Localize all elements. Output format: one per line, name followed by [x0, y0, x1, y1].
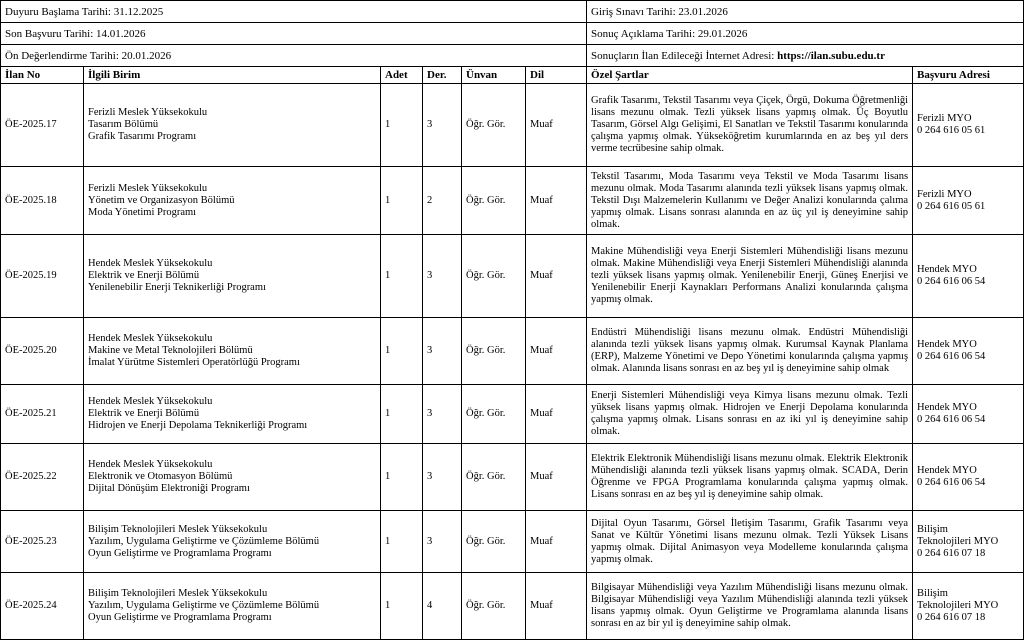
table-row	[1, 235, 1024, 318]
birim-cell	[84, 385, 381, 444]
dil-cell: Muaf	[526, 444, 587, 511]
adres-line: Hendek MYO	[917, 339, 977, 350]
ozel-sartlar-cell: Grafik Tasarımı, Tekstil Tasarımı veya Çiçek, Örgü, Dokuma Öğretmenliği lisans mezunu olmak. Tezli yüksek lisans yapmış olmak. Üç Boyutlu Tasarım, Görsel Algı Gelişimi, El Sanatları ve Tekstil Tasarımı konularında çalışma yapmış olmak. Yükseköğretim kurumlarında en az beş yıl ders verme tecrübesine sahip olmak.	[587, 84, 913, 167]
basvuru-adresi-cell	[913, 444, 1024, 511]
adres-line: 0 264 616 06 54	[917, 414, 986, 425]
ilan-no-cell: ÖE-2025.21	[1, 385, 84, 444]
ilan-no-cell: ÖE-2025.20	[1, 318, 84, 385]
adres-line: Teknolojileri MYO	[917, 535, 999, 547]
birim-line: Hendek Meslek Yüksekokulu	[88, 258, 213, 269]
unvan-cell: Öğr. Gör.	[462, 444, 526, 511]
derece-cell: 4	[423, 573, 462, 640]
adres-line: 0 264 616 06 54	[917, 477, 986, 488]
unvan-cell: Öğr. Gör.	[462, 167, 526, 235]
birim-line: Hendek Meslek Yüksekokulu	[88, 459, 213, 470]
unvan-cell: Öğr. Gör.	[462, 573, 526, 640]
adres-line: 0 264 616 07 18	[917, 547, 986, 559]
birim-line: Oyun Geliştirme ve Programlama Programı	[88, 547, 272, 559]
basvuru-adresi-cell	[913, 235, 1024, 318]
entrance-exam-date: Giriş Sınavı Tarihi: 23.01.2026	[587, 1, 1024, 23]
adet-cell: 1	[381, 573, 423, 640]
basvuru-adresi-cell	[913, 511, 1024, 573]
col-ilan-no: İlan No	[1, 67, 84, 84]
birim-line: Dijital Dönüşüm Elektroniği Programı	[88, 483, 250, 494]
birim-line: Oyun Geliştirme ve Programlama Programı	[88, 612, 272, 623]
birim-cell	[84, 444, 381, 511]
table-row	[1, 385, 1024, 444]
birim-line: Tasarım Bölümü	[88, 119, 159, 130]
unvan-cell: Öğr. Gör.	[462, 318, 526, 385]
birim-line: Grafik Tasarımı Programı	[88, 131, 197, 142]
dil-cell: Muaf	[526, 511, 587, 573]
derece-cell: 3	[423, 318, 462, 385]
derece-cell: 3	[423, 84, 462, 167]
table-row	[1, 444, 1024, 511]
table-row	[1, 511, 1024, 573]
announcement-start-date: Duyuru Başlama Tarihi: 31.12.2025	[1, 1, 587, 23]
derece-cell: 3	[423, 511, 462, 573]
col-birim: İlgili Birim	[84, 67, 381, 84]
adres-line: 0 264 616 06 54	[917, 276, 986, 287]
adet-cell: 1	[381, 84, 423, 167]
birim-line: Elektrik ve Enerji Bölümü	[88, 270, 200, 281]
adet-cell: 1	[381, 318, 423, 385]
ozel-sartlar-cell: Bilgisayar Mühendisliği veya Yazılım Mühendisliği lisans mezunu olmak. Bilgisayar Mühendisliği veya Yazılım Mühendisliği alanında tezli yüksek lisans yapmış olmak. Oyun Geliştirme ve Programlama alanında lisans sonrası en az bir yıl iş deneyimine sahip olmak.	[587, 573, 913, 640]
dil-cell: Muaf	[526, 573, 587, 640]
results-website-label: Sonuçların İlan Edileceği İnternet Adresi:	[591, 49, 778, 62]
unvan-cell: Öğr. Gör.	[462, 511, 526, 573]
result-announcement-date: Sonuç Açıklama Tarihi: 29.01.2026	[587, 23, 1024, 45]
derece-cell: 3	[423, 444, 462, 511]
ilan-no-cell: ÖE-2025.17	[1, 84, 84, 167]
table-row	[1, 84, 1024, 167]
dil-cell: Muaf	[526, 84, 587, 167]
adres-line: 0 264 616 07 18	[917, 612, 986, 623]
birim-line: Moda Yönetimi Programı	[88, 206, 197, 218]
ilan-no-cell: ÖE-2025.19	[1, 235, 84, 318]
column-header-row	[1, 67, 1024, 84]
birim-line: Ferizli Meslek Yüksekokulu	[88, 107, 208, 118]
birim-cell	[84, 235, 381, 318]
unvan-cell: Öğr. Gör.	[462, 84, 526, 167]
ozel-sartlar-cell: Enerji Sistemleri Mühendisliği veya Kimya lisans mezunu olmak. Tezli yüksek lisans yapmış olmak. Hidrojen ve Enerji Depolama konularında çalışma yapmış olmak. Lisans sonrası en az iki yıl iş deneyimine sahip olmak.	[587, 385, 913, 444]
basvuru-adresi-cell	[913, 385, 1024, 444]
birim-cell	[84, 167, 381, 235]
pre-evaluation-date: Ön Değerlendirme Tarihi: 20.01.2026	[1, 45, 587, 67]
adres-line: 0 264 616 06 54	[917, 351, 986, 362]
adet-cell: 1	[381, 444, 423, 511]
unvan-cell: Öğr. Gör.	[462, 385, 526, 444]
derece-cell: 3	[423, 385, 462, 444]
birim-line: Elektronik ve Otomasyon Bölümü	[88, 471, 233, 482]
last-application-date: Son Başvuru Tarihi: 14.01.2026	[1, 23, 587, 45]
adres-line: 0 264 616 05 61	[917, 200, 986, 212]
col-sartlar: Özel Şartlar	[587, 67, 913, 84]
adres-line: Hendek MYO	[917, 402, 977, 413]
ozel-sartlar-cell: Elektrik Elektronik Mühendisliği lisans mezunu olmak. Elektrik Elektronik Mühendisliği alanında tezli yüksek lisans yapmış olmak. SCADA, Derin Öğrenme ve FPGA Programlama konularında çalışma yapmış olmak. Lisans sonrası en az beş yıl iş deneyimine sahip olmak.	[587, 444, 913, 511]
adres-line: Ferizli MYO	[917, 113, 972, 124]
birim-line: Bilişim Teknolojileri Meslek Yüksekokulu	[88, 588, 268, 599]
table-row	[1, 573, 1024, 640]
birim-line: Hidrojen ve Enerji Depolama Teknikerliği Programı	[88, 420, 308, 431]
birim-cell	[84, 573, 381, 640]
adres-line: Bilişim	[917, 523, 948, 535]
birim-line: Ferizli Meslek Yüksekokulu	[88, 182, 208, 194]
adet-cell: 1	[381, 235, 423, 318]
adres-line: 0 264 616 05 61	[917, 125, 986, 136]
birim-line: Yazılım, Uygulama Geliştirme ve Çözümleme Bölümü	[88, 535, 320, 547]
birim-cell	[84, 84, 381, 167]
results-website	[587, 45, 1024, 67]
ozel-sartlar-cell: Dijital Oyun Tasarımı, Görsel İletişim Tasarımı, Grafik Tasarımı veya Sanat ve Kültür Yönetimi lisans mezunu olmak. Tezli Yüksek Lisans yapmış olmak. Dijital Animasyon veya Modelleme konularında çalışma yapmış olmak.	[587, 511, 913, 573]
adres-line: Bilişim	[917, 588, 948, 599]
results-website-url: https://ilan.subu.edu.tr	[777, 49, 885, 62]
birim-line: Yazılım, Uygulama Geliştirme ve Çözümleme Bölümü	[88, 600, 320, 611]
derece-cell: 2	[423, 167, 462, 235]
adet-cell: 1	[381, 511, 423, 573]
ozel-sartlar-cell: Endüstri Mühendisliği lisans mezunu olmak. Endüstri Mühendisliği alanında tezli yüksek lisans yapmış olmak. Kurumsal Kaynak Planlama (ERP), Malzeme Yönetimi ve Depo Yönetimi konularında çalışma yapmış olmak. Alanında lisans sonrası en az beş yıl iş deneyimine sahip olmak	[587, 318, 913, 385]
birim-cell	[84, 511, 381, 573]
basvuru-adresi-cell	[913, 84, 1024, 167]
ozel-sartlar-cell: Makine Mühendisliği veya Enerji Sistemleri Mühendisliği lisans mezunu olmak. Makine Mühendisliği veya Enerji Sistemleri Mühendisliği alanında tezli yüksek lisans yapmış olmak. Yenilenebilir Enerji, Güneş Enerjisi ve Yenilenebilir Enerji Kaynakları Performans Analizi konularında çalışma yapmış olmak.	[587, 235, 913, 318]
birim-line: Hendek Meslek Yüksekokulu	[88, 396, 213, 407]
adres-line: Hendek MYO	[917, 465, 977, 476]
col-adet: Adet	[381, 67, 423, 84]
birim-line: Bilişim Teknolojileri Meslek Yüksekokulu	[88, 523, 268, 535]
unvan-cell: Öğr. Gör.	[462, 235, 526, 318]
table-row	[1, 167, 1024, 235]
birim-line: Hendek Meslek Yüksekokulu	[88, 333, 213, 344]
ilan-no-cell: ÖE-2025.22	[1, 444, 84, 511]
col-unvan: Ünvan	[462, 67, 526, 84]
basvuru-adresi-cell	[913, 318, 1024, 385]
birim-line: Elektrik ve Enerji Bölümü	[88, 408, 200, 419]
col-dil: Dil	[526, 67, 587, 84]
dil-cell: Muaf	[526, 235, 587, 318]
dil-cell: Muaf	[526, 167, 587, 235]
dil-cell: Muaf	[526, 318, 587, 385]
adres-line: Teknolojileri MYO	[917, 600, 999, 611]
ilan-no-cell: ÖE-2025.23	[1, 511, 84, 573]
adres-line: Hendek MYO	[917, 264, 977, 275]
dil-cell: Muaf	[526, 385, 587, 444]
adet-cell: 1	[381, 385, 423, 444]
basvuru-adresi-cell	[913, 167, 1024, 235]
ilan-no-cell: ÖE-2025.24	[1, 573, 84, 640]
adres-line: Ferizli MYO	[917, 188, 972, 200]
birim-line: Makine ve Metal Teknolojileri Bölümü	[88, 345, 253, 356]
table-row	[1, 318, 1024, 385]
birim-line: İmalat Yürütme Sistemleri Operatörlüğü Programı	[88, 357, 300, 368]
derece-cell: 3	[423, 235, 462, 318]
ozel-sartlar-cell: Tekstil Tasarımı, Moda Tasarımı veya Tekstil ve Moda Tasarımı lisans mezunu olmak. Moda Tasarımı alanında tezli yüksek lisans yapmış olmak. Tekstil Dışı Malzemelerin Kullanımı ve Değer Analizi konularında çalıma yapmış olmak. Lisans sonrası alanında en az üç yıl iş deneyimine sahip olmak.	[587, 167, 913, 235]
basvuru-adresi-cell	[913, 573, 1024, 640]
col-der: Der.	[423, 67, 462, 84]
col-adres: Başvuru Adresi	[913, 67, 1024, 84]
adet-cell: 1	[381, 167, 423, 235]
birim-line: Yenilenebilir Enerji Teknikerliği Programı	[88, 282, 266, 293]
birim-line: Yönetim ve Organizasyon Bölümü	[88, 194, 235, 206]
ilan-no-cell: ÖE-2025.18	[1, 167, 84, 235]
birim-cell	[84, 318, 381, 385]
